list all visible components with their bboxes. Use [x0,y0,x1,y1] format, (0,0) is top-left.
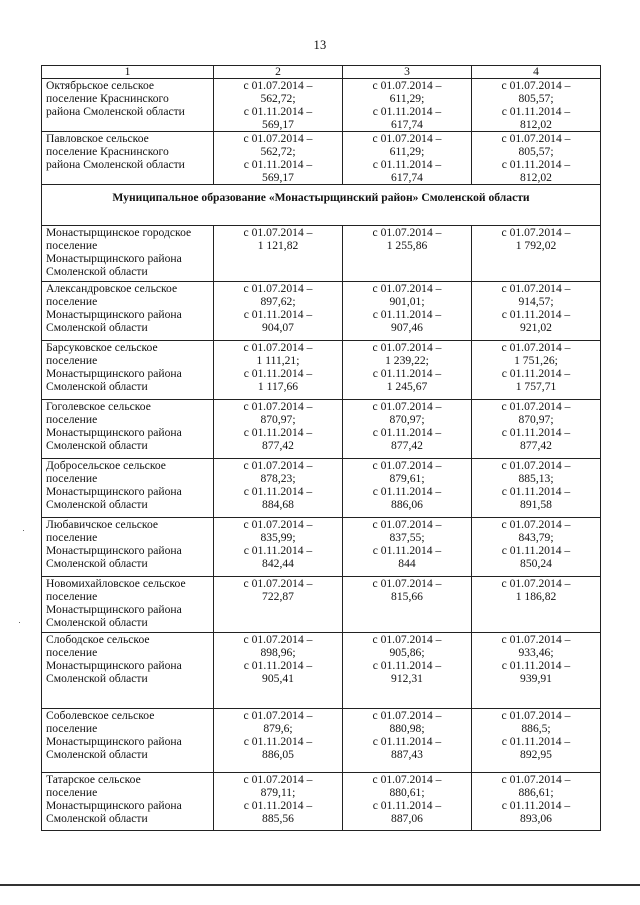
tariff-value-line: 879,61; [389,472,425,485]
column-number-cell: 3 [343,66,472,79]
table-row [42,773,601,831]
tariff-value-line: 870,97; [518,413,554,426]
tariff-value-line: 1 751,26; [514,354,558,367]
settlement-name-line: района Смоленской области [46,158,185,171]
settlement-name-line: Монастырщинского района [46,252,182,265]
tariff-value-line: 887,43 [391,748,423,761]
tariff-value-cell [472,709,601,773]
tariff-value-line: с 01.07.2014 – [372,132,442,145]
tariff-value-cell [343,79,472,132]
settlement-name-line: поселение [46,413,98,426]
tariff-value-line: 870,97; [389,413,425,426]
column-number-row [42,66,601,79]
tariff-value-line: с 01.11.2014 – [243,544,313,557]
tariff-value-line: с 01.07.2014 – [372,577,442,590]
table-row [42,79,601,132]
tariff-value-line: 1 117,66 [257,380,299,393]
tariff-value-cell [343,633,472,709]
tariff-value-line: с 01.11.2014 – [501,105,571,118]
tariff-value-line: 877,42 [391,439,423,452]
settlement-name-cell [42,709,214,773]
tariff-value-cell [472,518,601,577]
settlement-name-line: Смоленской области [46,380,148,393]
tariff-value-cell [343,132,472,185]
settlement-name-line: поселение [46,786,98,799]
tariff-value-line: с 01.11.2014 – [501,735,571,748]
tariff-value-line: с 01.11.2014 – [501,485,571,498]
tariff-value-line: 879,11; [260,786,296,799]
tariff-value-line: 844 [398,557,416,570]
tariff-value-line: 886,06 [391,498,423,511]
tariff-value-line: с 01.11.2014 – [372,799,442,812]
tariff-value-line: 905,86; [389,646,425,659]
tariff-value-line: с 01.07.2014 – [243,577,313,590]
tariff-value-line: с 01.11.2014 – [243,308,313,321]
tariff-value-cell [214,709,343,773]
column-number-cell: 4 [472,66,601,79]
settlement-name-cell [42,459,214,518]
tariff-value-line: с 01.07.2014 – [372,633,442,646]
tariff-value-line: 886,05 [262,748,294,761]
tariff-value-line: 879,6; [263,722,293,735]
tariff-value-line: с 01.11.2014 – [501,158,571,171]
tariff-value-line: 812,02 [520,171,552,184]
tariff-value-line: с 01.11.2014 – [501,426,571,439]
tariff-value-line: 835,99; [260,531,296,544]
settlement-name-cell [42,400,214,459]
tariff-value-line: с 01.11.2014 – [243,735,313,748]
tariff-value-line: 901,01; [389,295,425,308]
settlement-name-line: Смоленской области [46,672,148,685]
tariff-value-line: 893,06 [520,812,552,825]
settlement-name-line: поселение [46,531,98,544]
tariff-value-cell [343,518,472,577]
tariff-value-cell [343,709,472,773]
scan-speck [23,530,24,531]
tariff-value-line: с 01.07.2014 – [501,633,571,646]
tariff-value-line: 617,74 [391,118,423,131]
tariff-value-line: 562,72; [260,145,296,158]
section-row [42,185,601,226]
tariff-value-line: с 01.11.2014 – [372,105,442,118]
bottom-rule [0,884,640,886]
tariff-value-line: 885,13; [518,472,554,485]
settlement-name-line: Любавичское сельское [46,518,159,531]
tariff-value-line: с 01.11.2014 – [372,426,442,439]
tariff-value-line: 904,07 [262,321,294,334]
tariff-value-line: с 01.07.2014 – [243,79,313,92]
settlement-name-line: Смоленской области [46,748,148,761]
tariff-value-line: с 01.07.2014 – [372,341,442,354]
tariff-value-line: с 01.11.2014 – [501,659,571,672]
tariff-value-line: 921,02 [520,321,552,334]
tariff-value-cell [214,773,343,831]
tariff-value-line: 880,98; [389,722,425,735]
tariff-value-line: 850,24 [520,557,552,570]
settlement-name-line: поселение [46,354,98,367]
tariff-value-cell [343,226,472,282]
tariff-value-line: с 01.11.2014 – [501,308,571,321]
settlement-name-line: Смоленской области [46,498,148,511]
tariff-value-line: с 01.11.2014 – [243,426,313,439]
tariff-value-line: с 01.07.2014 – [501,518,571,531]
settlement-name-line: Октябрьское сельское [46,79,155,92]
settlement-name-line: поселение [46,590,98,603]
tariff-value-line: 933,46; [518,646,554,659]
tariff-value-cell [214,282,343,341]
settlement-name-line: Слободское сельское [46,633,150,646]
table-row [42,709,601,773]
tariff-value-line: с 01.07.2014 – [243,400,313,413]
settlement-name-line: Монастырщинского района [46,308,182,321]
tariff-value-line: 891,58 [520,498,552,511]
settlement-name-cell [42,518,214,577]
tariff-value-line: с 01.07.2014 – [501,459,571,472]
table-row [42,577,601,633]
tariff-value-line: 617,74 [391,171,423,184]
settlement-name-line: Монастырщинского района [46,544,182,557]
tariff-value-line: с 01.07.2014 – [501,79,571,92]
settlement-name-line: района Смоленской области [46,105,185,118]
tariff-value-line: с 01.11.2014 – [243,158,313,171]
tariff-value-line: с 01.07.2014 – [501,226,571,239]
scan-speck [19,622,20,623]
tariff-value-line: с 01.07.2014 – [243,773,313,786]
tariff-value-cell [472,773,601,831]
tariff-value-cell [472,577,601,633]
table-row [42,341,601,400]
settlement-name-line: Монастырщинское городское [46,226,192,239]
tariff-value-cell [343,459,472,518]
tariff-value-line: с 01.07.2014 – [243,282,313,295]
settlement-name-line: Смоленской области [46,265,148,278]
tariff-value-line: 1 239,22; [385,354,429,367]
settlement-name-line: поселение [46,239,98,252]
tariff-value-line: с 01.07.2014 – [243,633,313,646]
tariff-value-cell [214,633,343,709]
tariff-value-line: 815,66 [391,590,423,603]
tariff-value-line: с 01.07.2014 – [243,132,313,145]
page-number: 13 [313,38,327,52]
tariff-value-line: 1 255,86 [386,239,428,252]
tariff-value-line: с 01.07.2014 – [243,709,313,722]
settlement-name-line: поселение [46,472,98,485]
table-row [42,226,601,282]
tariff-value-line: с 01.11.2014 – [372,485,442,498]
settlement-name-line: Павловское сельское [46,132,149,145]
tariff-value-line: 569,17 [262,118,294,131]
tariff-value-line: с 01.07.2014 – [501,400,571,413]
section-title: Муниципальное образование «Монастырщинский район» Смоленской области [42,185,601,226]
tariff-value-line: 892,95 [520,748,552,761]
tariff-value-line: с 01.07.2014 – [372,400,442,413]
tariff-value-line: 897,62; [260,295,296,308]
tariff-value-line: с 01.11.2014 – [243,659,313,672]
tariff-value-cell [343,341,472,400]
tariff-value-line: с 01.07.2014 – [243,459,313,472]
tariff-value-cell [343,773,472,831]
tariff-value-line: 939,91 [520,672,552,685]
tariff-value-line: 878,23; [260,472,296,485]
tariff-value-line: 611,29; [389,145,425,158]
tariff-value-line: с 01.11.2014 – [372,308,442,321]
settlement-name-cell [42,633,214,709]
tariff-value-cell [214,341,343,400]
tariff-value-line: с 01.11.2014 – [372,158,442,171]
tariff-value-cell [472,79,601,132]
tariff-value-line: 1 111,21; [256,354,300,367]
tariff-value-line: 885,56 [262,812,294,825]
settlement-name-line: Добросельское сельское [46,459,166,472]
tariff-value-cell [472,226,601,282]
tariff-value-line: 842,44 [262,557,294,570]
tariff-value-line: 887,06 [391,812,423,825]
tariff-value-line: с 01.11.2014 – [243,105,313,118]
tariff-value-cell [472,633,601,709]
tariff-value-line: с 01.07.2014 – [372,226,442,239]
settlement-name-line: Монастырщинского района [46,603,182,616]
settlement-name-cell [42,226,214,282]
tariff-value-line: с 01.11.2014 – [372,544,442,557]
tariff-value-line: с 01.11.2014 – [501,367,571,380]
tariff-value-line: 884,68 [262,498,294,511]
settlement-name-line: Смоленской области [46,321,148,334]
tariff-value-line: 1 245,67 [386,380,428,393]
tariff-value-line: 907,46 [391,321,423,334]
tariff-value-line: 1 186,82 [515,590,557,603]
settlement-name-line: Александровское сельское [46,282,178,295]
tariff-value-cell [214,226,343,282]
settlement-name-cell [42,282,214,341]
settlement-name-cell [42,577,214,633]
tariff-table [41,65,601,831]
tariff-value-line: с 01.07.2014 – [372,79,442,92]
tariff-value-line: с 01.11.2014 – [243,367,313,380]
tariff-value-line: 886,61; [518,786,554,799]
table-row [42,518,601,577]
settlement-name-cell [42,132,214,185]
tariff-value-cell [472,132,601,185]
settlement-name-line: Монастырщинского района [46,367,182,380]
settlement-name-line: поселение [46,295,98,308]
settlement-name-line: поселение [46,722,98,735]
tariff-value-line: 870,97; [260,413,296,426]
tariff-value-cell [214,79,343,132]
settlement-name-line: Гоголевское сельское [46,400,151,413]
tariff-value-cell [472,459,601,518]
tariff-value-cell [343,282,472,341]
settlement-name-line: Смоленской области [46,557,148,570]
settlement-name-line: Барсуковское сельское [46,341,158,354]
tariff-value-line: 898,96; [260,646,296,659]
tariff-value-cell [214,459,343,518]
tariff-value-line: с 01.07.2014 – [372,518,442,531]
tariff-value-line: с 01.07.2014 – [501,577,571,590]
tariff-value-line: 812,02 [520,118,552,131]
tariff-value-line: с 01.11.2014 – [501,544,571,557]
tariff-value-cell [214,400,343,459]
tariff-value-line: с 01.11.2014 – [372,367,442,380]
tariff-value-line: 877,42 [262,439,294,452]
settlement-name-line: Смоленской области [46,616,148,629]
tariff-value-line: 562,72; [260,92,296,105]
tariff-value-line: 805,57; [518,145,554,158]
tariff-value-line: с 01.11.2014 – [372,735,442,748]
tariff-value-cell [214,132,343,185]
tariff-value-line: с 01.11.2014 – [243,485,313,498]
tariff-value-line: с 01.07.2014 – [372,773,442,786]
tariff-value-line: с 01.07.2014 – [501,282,571,295]
tariff-value-line: с 01.07.2014 – [501,773,571,786]
tariff-value-cell [343,577,472,633]
tariff-value-line: с 01.11.2014 – [501,799,571,812]
settlement-name-line: Монастырщинского района [46,485,182,498]
settlement-name-line: Монастырщинского района [46,735,182,748]
tariff-value-cell [472,341,601,400]
tariff-value-line: 722,87 [262,590,294,603]
table-row [42,400,601,459]
tariff-value-line: 843,79; [518,531,554,544]
tariff-value-line: с 01.07.2014 – [243,341,313,354]
tariff-value-line: 837,55; [389,531,425,544]
settlement-name-line: Монастырщинского района [46,799,182,812]
settlement-name-cell [42,773,214,831]
tariff-table-body [42,66,601,831]
settlement-name-line: поселение Краснинского [46,92,169,105]
table-row [42,132,601,185]
tariff-value-line: 905,41 [262,672,294,685]
tariff-value-cell [472,400,601,459]
tariff-value-line: с 01.07.2014 – [243,518,313,531]
settlement-name-line: Смоленской области [46,812,148,825]
tariff-value-line: с 01.07.2014 – [372,459,442,472]
table-row [42,633,601,709]
settlement-name-cell [42,341,214,400]
settlement-name-line: Смоленской области [46,439,148,452]
settlement-name-line: поселение [46,646,98,659]
settlement-name-line: поселение Краснинского [46,145,169,158]
tariff-value-cell [214,518,343,577]
tariff-value-line: с 01.11.2014 – [243,799,313,812]
tariff-value-cell [343,400,472,459]
settlement-name-line: Монастырщинского района [46,426,182,439]
settlement-name-cell [42,79,214,132]
tariff-value-line: 569,17 [262,171,294,184]
tariff-value-line: с 01.07.2014 – [243,226,313,239]
tariff-value-line: 1 757,71 [515,380,557,393]
tariff-value-line: 877,42 [520,439,552,452]
tariff-value-line: 805,57; [518,92,554,105]
settlement-name-line: Соболевское сельское [46,709,155,722]
tariff-value-line: с 01.07.2014 – [501,709,571,722]
tariff-value-line: с 01.07.2014 – [372,709,442,722]
tariff-value-cell [472,282,601,341]
tariff-value-line: 880,61; [389,786,425,799]
tariff-value-line: с 01.07.2014 – [372,282,442,295]
settlement-name-line: Монастырщинского района [46,659,182,672]
settlement-name-line: Новомихайловское сельское [46,577,186,590]
tariff-value-line: 886,5; [521,722,551,735]
tariff-value-line: с 01.07.2014 – [501,341,571,354]
tariff-value-cell [214,577,343,633]
table-row [42,459,601,518]
settlement-name-line: Татарское сельское [46,773,141,786]
tariff-value-line: 1 121,82 [257,239,299,252]
tariff-value-line: 1 792,02 [515,239,557,252]
tariff-value-line: 912,31 [391,672,423,685]
tariff-value-line: 914,57; [518,295,554,308]
table-row [42,282,601,341]
column-number-cell: 2 [214,66,343,79]
tariff-value-line: с 01.07.2014 – [501,132,571,145]
column-number-cell: 1 [42,66,214,79]
tariff-value-line: с 01.11.2014 – [372,659,442,672]
tariff-value-line: 611,29; [389,92,425,105]
